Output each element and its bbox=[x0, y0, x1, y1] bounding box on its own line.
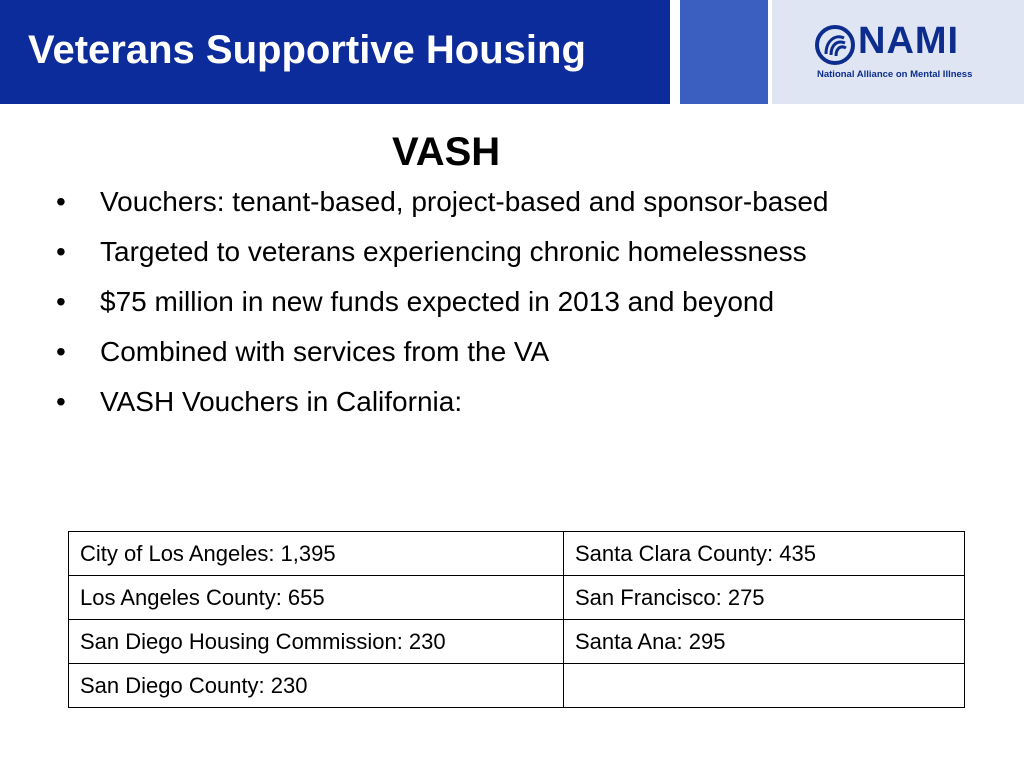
bullet-marker: • bbox=[56, 386, 66, 417]
table-row bbox=[69, 620, 965, 664]
nami-swirl-icon bbox=[814, 24, 856, 66]
table-cell: City of Los Angeles: 1,395 bbox=[69, 532, 564, 576]
table-cell bbox=[564, 664, 965, 708]
slide-title: VASH bbox=[392, 130, 501, 174]
header-accent-block bbox=[680, 0, 768, 104]
bullet-text: VASH Vouchers in California: bbox=[100, 386, 463, 417]
bullet-marker: • bbox=[56, 236, 66, 267]
table-cell: San Diego Housing Commission: 230 bbox=[69, 620, 564, 664]
bullet-item bbox=[56, 182, 956, 222]
nami-logo bbox=[814, 20, 1004, 84]
bullet-item bbox=[56, 232, 956, 272]
header-title-band bbox=[0, 0, 670, 104]
header-title: Veterans Supportive Housing bbox=[28, 28, 586, 72]
slide-header bbox=[0, 0, 1024, 104]
bullet-text: Vouchers: tenant-based, project-based and sponsor-based bbox=[100, 186, 829, 217]
bullet-list bbox=[56, 182, 956, 432]
bullet-marker: • bbox=[56, 286, 66, 317]
bullet-item bbox=[56, 282, 956, 322]
bullet-item bbox=[56, 382, 956, 422]
logo-wordmark: NAMI bbox=[858, 20, 960, 62]
bullet-text: $75 million in new funds expected in 2013 and beyond bbox=[100, 286, 775, 317]
bullet-item bbox=[56, 332, 956, 372]
table-row bbox=[69, 664, 965, 708]
table-row bbox=[69, 532, 965, 576]
table-row bbox=[69, 576, 965, 620]
vash-voucher-table bbox=[68, 531, 965, 708]
table-cell: San Francisco: 275 bbox=[564, 576, 965, 620]
logo-tagline: National Alliance on Mental Illness bbox=[817, 69, 973, 80]
bullet-text: Combined with services from the VA bbox=[100, 336, 550, 367]
header-divider bbox=[670, 0, 680, 104]
table-cell: San Diego County: 230 bbox=[69, 664, 564, 708]
bullet-marker: • bbox=[56, 186, 66, 217]
bullet-marker: • bbox=[56, 336, 66, 367]
table-cell: Santa Ana: 295 bbox=[564, 620, 965, 664]
bullet-text: Targeted to veterans experiencing chronic homelessness bbox=[100, 236, 807, 267]
table-cell: Los Angeles County: 655 bbox=[69, 576, 564, 620]
table-cell: Santa Clara County: 435 bbox=[564, 532, 965, 576]
